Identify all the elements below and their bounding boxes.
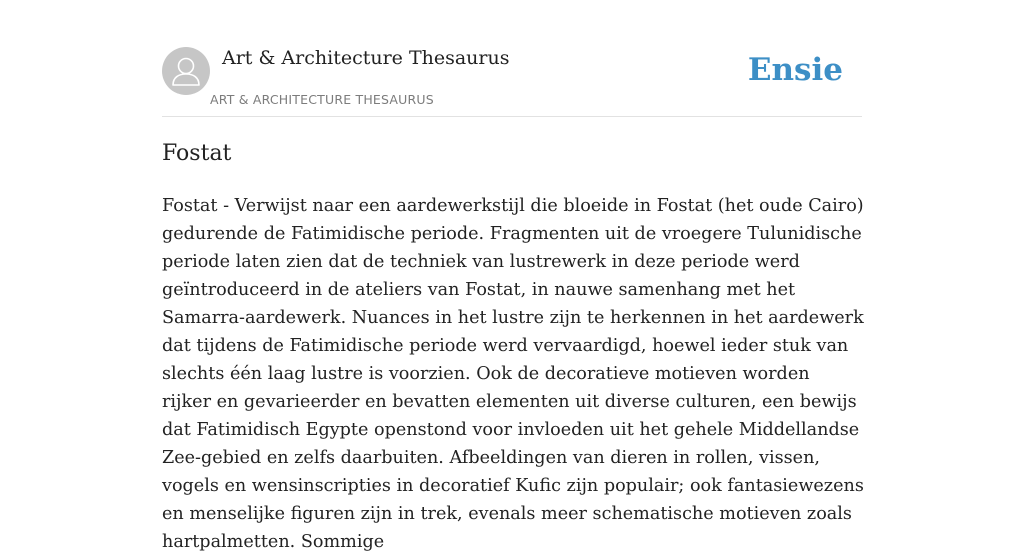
user-silhouette-icon [162, 47, 210, 95]
author-avatar[interactable] [162, 47, 210, 95]
article-title: Fostat [162, 141, 232, 166]
ensie-logo[interactable]: Ensie [747, 52, 843, 88]
article-header [162, 46, 862, 117]
author-name[interactable]: Art & Architecture Thesaurus [222, 47, 510, 69]
article-body: Fostat - Verwijst naar een aardewerkstijl die bloeide in Fostat (het oude Cairo) gedurende de Fatimidische periode. Fragmenten uit de vroegere Tulunidische periode laten zien dat de techniek van lustrewerk in deze periode werd geïntroduceerd in de ateliers van Fostat, in nauwe samenhang met het Samarra-aardewerk. Nuances in het lustre zijn te herkennen in het aardewerk dat tijdens de Fatimidische periode werd vervaardigd, hoewel ieder stuk van slechts één laag lustre is voorzien. Ook de decoratieve motieven worden rijker en gevarieerder en bevatten elementen uit diverse culturen, een bewijs dat Fatimidisch Egypte openstond voor invloeden uit het gehele Middellandse Zee-gebied en zelfs daarbuiten. Afbeeldingen van dieren in rollen, vissen, vogels en wensinscripties in decoratief Kufic zijn populair; ook fantasiewezens en menselijke figuren zijn in trek, evenals meer schematische motieven zoals hartpalmetten. Sommige [162, 196, 864, 552]
source-label[interactable]: ART & ARCHITECTURE THESAURUS [210, 92, 434, 107]
